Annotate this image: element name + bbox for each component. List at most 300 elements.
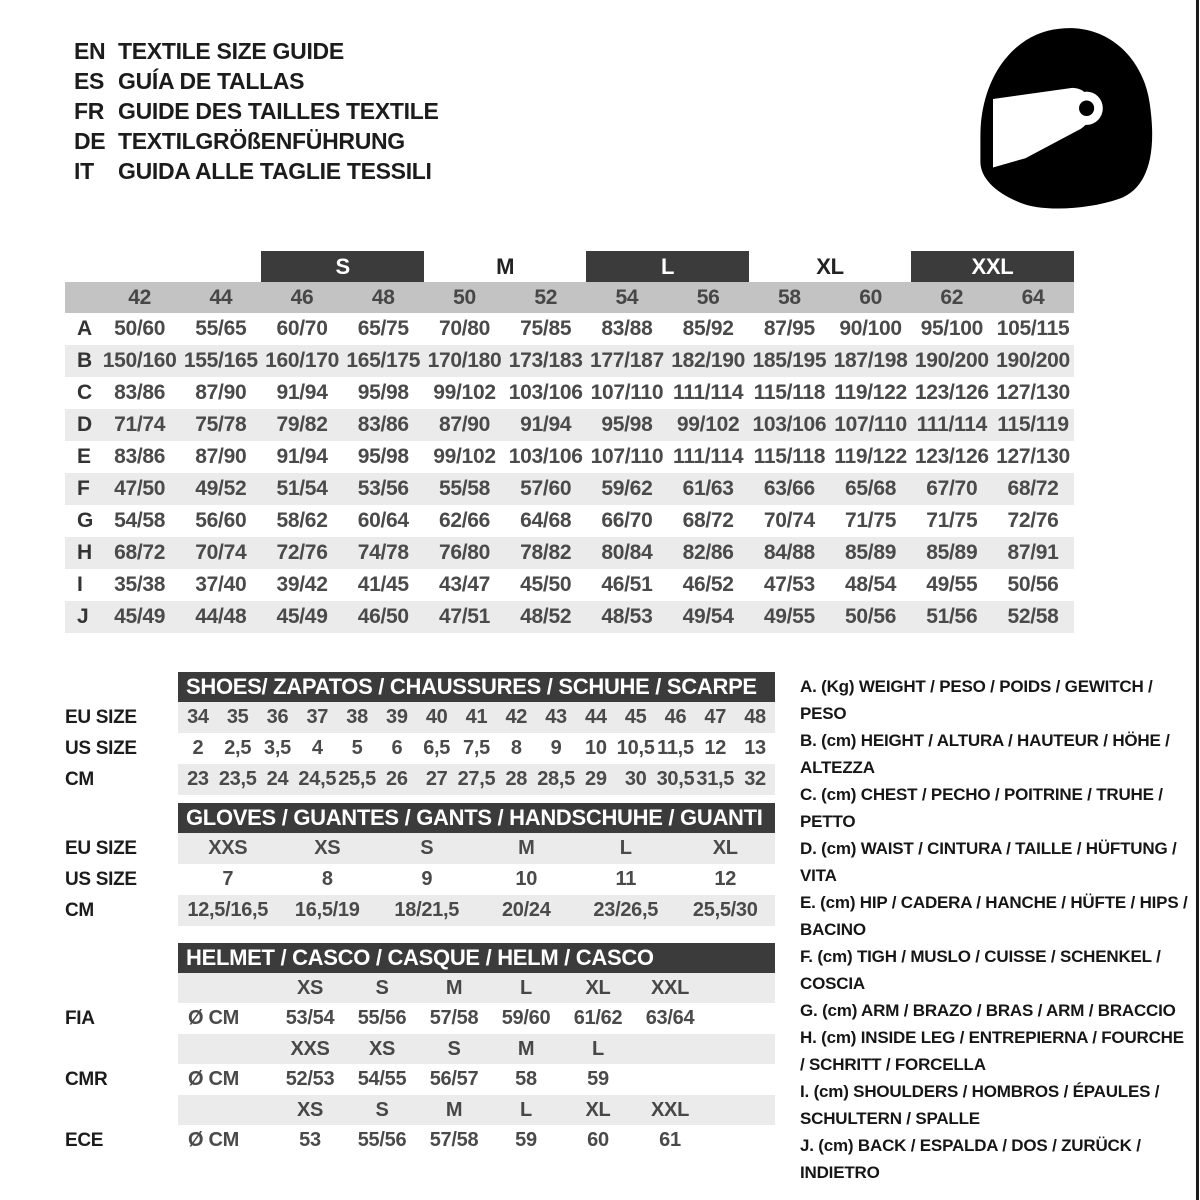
helmet-size-header: S [375,976,389,999]
value-cell: 24,5 [298,768,337,790]
size-column-header: 58 [749,282,830,313]
header-spacer [178,1034,274,1064]
page-edge-line [1196,0,1199,1200]
measurement-cell: 60/64 [357,509,409,532]
measurement-cell: 64/68 [520,509,572,532]
measurement-cell: 83/86 [114,381,166,404]
legend-item: G. (cm) ARM / BRAZO / BRAS / ARM / BRACCIO [800,1001,1176,1020]
table-row [65,733,780,764]
row-label: EU SIZE [65,706,137,728]
measurement-cell: 87/95 [763,317,815,340]
helmet-size-table [65,943,780,1156]
measurement-cell: 177/187 [586,345,667,377]
value-cell: XS [314,837,341,859]
value-cell: 42 [505,706,528,728]
measurement-cell: 55/58 [424,473,505,505]
gloves-size-table [65,803,780,926]
measurement-cell: 68/72 [682,509,734,532]
guide-title: TEXTILGRÖßENFÜHRUNG [118,127,405,154]
size-column-header: 52 [505,282,586,313]
measurement-cell: 47/53 [763,573,815,596]
measurement-cell: 91/94 [505,409,586,441]
measurement-cell: 45/49 [261,601,342,633]
helmet-value-cell: 55/56 [357,1129,407,1151]
measurement-cell: 83/88 [601,317,653,340]
measurement-cell: 107/110 [830,409,911,441]
value-cell: 10,5 [616,737,655,759]
measurement-row [65,441,1155,473]
measurement-cell: 123/126 [914,445,989,468]
measurement-cell: 107/110 [590,445,664,468]
helmet-value-cell: 55/56 [357,1007,407,1029]
measurement-cell: 150/160 [99,345,180,377]
value-cell: 40 [425,706,448,728]
value-cell: 35 [226,706,249,728]
measurement-cell: 123/126 [914,381,989,404]
measurement-cell: 105/115 [996,317,1070,340]
racing-helmet-icon [975,25,1155,210]
value-cell: 47 [704,706,727,728]
helmet-size-header: L [592,1037,604,1060]
measurement-cell: 87/90 [424,409,505,441]
size-column-header: 60 [830,282,911,313]
measurement-cell: 155/165 [180,345,261,377]
size-group-row [65,251,1155,282]
measurement-cell: 46/50 [343,601,424,633]
measurement-row [65,537,1155,569]
size-row-spacer [65,282,99,313]
value-cell: 12,5/16,5 [187,899,269,921]
helmet-size-header: M [517,1037,535,1060]
row-values [178,1064,775,1095]
value-cell: 41 [465,706,488,728]
value-cell: 2,5 [224,737,252,759]
gloves-table-title: GLOVES / GUANTES / GANTS / HANDSCHUHE / GUANTI [178,803,775,833]
helmet-value-cell: 52/53 [285,1068,335,1090]
measurement-cell: 111/114 [672,445,744,468]
measurement-cell: 85/92 [682,317,734,340]
row-label: CM [65,768,94,790]
helmet-size-header-row [178,1095,775,1125]
value-cell: 39 [386,706,408,728]
measurement-cell: 68/72 [992,473,1073,505]
measurement-cell: 127/130 [996,445,1070,468]
measurement-cell: 87/91 [992,537,1073,569]
measurement-cell: 115/118 [753,381,826,404]
value-cell: 27,5 [457,768,496,790]
measurement-cell: 95/98 [586,409,667,441]
measurement-legend [800,673,1192,1186]
measurement-cell: 190/200 [911,345,992,377]
measurement-cell: 71/75 [845,509,897,532]
legend-item: I. (cm) SHOULDERS / HOMBROS / ÉPAULES / SCHULTERN / SPALLE [800,1082,1160,1128]
value-cell: 12 [714,868,737,890]
measurement-cell: 50/56 [830,601,911,633]
legend-item: E. (cm) HIP / CADERA / HANCHE / HÜFTE / HIPS / BACINO [800,893,1188,939]
value-cell: 31,5 [696,768,735,790]
language-row [74,126,439,156]
row-label: EU SIZE [65,837,137,859]
value-cell: 16,5/19 [294,899,360,921]
size-group-label: XL [749,251,911,282]
size-column-header: 48 [343,282,424,313]
helmet-value-cell: 61/62 [573,1007,623,1029]
textile-size-table [65,251,1155,633]
measurement-cell: 170/180 [424,345,505,377]
standard-label: FIA [65,1007,95,1029]
size-group-spacer [1074,251,1155,282]
helmet-value-cell: 53/54 [285,1007,335,1029]
measurement-cell: 99/102 [433,445,496,468]
size-column-header: 42 [99,282,180,313]
measurement-cell: 75/78 [180,409,261,441]
measurement-cell: 127/130 [996,381,1070,404]
size-column-header: 54 [586,282,667,313]
helmet-size-header: XS [368,1037,396,1060]
measurement-cell: 71/75 [926,509,978,532]
measurement-cell: 187/198 [830,345,911,377]
value-cell: 9 [550,737,562,759]
helmet-value-cell: 59 [587,1068,609,1090]
measurement-cell: 39/42 [276,573,328,596]
measurement-cell: 83/86 [114,445,166,468]
value-cell: 12 [704,737,727,759]
measurement-row-label: A [77,317,92,340]
helmet-value-cell: 58 [515,1068,537,1090]
language-code: DE [74,127,106,154]
measurement-cell: 107/110 [590,381,664,404]
measurement-cell: 160/170 [261,345,342,377]
measurement-cell: 87/90 [195,445,247,468]
size-column-header: 50 [424,282,505,313]
row-values [178,764,775,795]
helmet-standard-row [65,1003,780,1034]
measurement-cell: 46/52 [682,573,734,596]
measurement-row-label: J [65,601,99,633]
helmet-size-header-row [178,1034,775,1064]
measurement-cell: 91/94 [276,381,328,404]
measurement-cell: 75/85 [520,317,572,340]
measurement-row [65,409,1155,441]
measurement-cell: 52/58 [992,601,1073,633]
language-row [74,36,439,66]
value-cell: 25,5/30 [692,899,758,921]
helmet-table-title: HELMET / CASCO / CASQUE / HELM / CASCO [178,943,775,973]
measurement-cell: 185/195 [749,345,830,377]
legend-item: D. (cm) WAIST / CINTURA / TAILLE / HÜFTUNG / VITA [800,839,1177,885]
value-cell: 7 [222,868,234,890]
measurement-cell: 51/56 [911,601,992,633]
measurement-cell: 70/74 [763,509,815,532]
measurement-cell: 80/84 [586,537,667,569]
measurement-cell: 79/82 [261,409,342,441]
value-cell: 23,5 [218,768,257,790]
size-group-label: S [261,251,423,282]
measurement-cell: 76/80 [424,537,505,569]
language-code: IT [74,157,94,184]
size-column-header: 62 [911,282,992,313]
value-cell: 37 [306,706,329,728]
measurement-cell: 103/106 [508,445,583,468]
measurement-cell: 95/98 [357,445,409,468]
measurement-cell: 46/51 [601,573,653,596]
helmet-size-header: S [375,1098,389,1121]
helmet-value-cell: 61 [659,1129,681,1151]
helmet-value-cell: 59 [515,1129,537,1151]
helmet-value-cell: 60 [587,1129,609,1151]
helmet-standard-row [65,1064,780,1095]
measurement-row-label: G [77,509,94,532]
measurement-cell: 59/62 [586,473,667,505]
measurement-row-label: H [65,537,99,569]
measurement-cell: 71/74 [99,409,180,441]
table-row [65,833,780,864]
measurement-row [65,313,1155,345]
measurement-cell: 111/114 [911,409,992,441]
helmet-value-cell: 54/55 [357,1068,407,1090]
language-code: EN [74,37,106,64]
guide-title: GUIDA ALLE TAGLIE TESSILI [118,157,432,184]
standard-label: ECE [65,1129,104,1151]
value-cell: XXS [208,837,248,859]
numeric-size-row [65,282,1155,313]
helmet-value-cell: 56/57 [429,1068,479,1090]
row-label: US SIZE [65,868,137,890]
measurement-cell: 35/38 [114,573,166,596]
helmet-size-header: M [445,976,463,999]
helmet-size-header [634,1034,706,1064]
helmet-size-header: XL [585,976,611,999]
measurement-cell: 115/118 [753,445,826,468]
size-group-spacer [65,251,261,282]
value-cell: XL [712,837,738,859]
measurement-cell: 57/60 [505,473,586,505]
measurement-cell: 45/49 [99,601,180,633]
language-title-list [74,36,439,186]
measurement-cell: 44/48 [180,601,261,633]
shoes-table-title: SHOES/ ZAPATOS / CHAUSSURES / SCHUHE / SCARPE [178,672,775,702]
helmet-value-cell: 63/64 [645,1007,695,1029]
value-cell: 8 [321,868,333,890]
value-cell: L [619,837,632,859]
header-spacer [178,973,274,1003]
measurement-cell: 72/76 [1007,509,1059,532]
legend-item: B. (cm) HEIGHT / ALTURA / HAUTEUR / HÖHE / ALTEZZA [800,731,1170,777]
value-cell: 13 [744,737,766,759]
value-cell: 25,5 [338,768,376,790]
row-label: CM [65,899,94,921]
value-cell: 36 [266,706,289,728]
value-cell: 7,5 [463,737,490,759]
row-values [178,733,775,764]
row-values [178,833,775,864]
measurement-cell: 48/52 [505,601,586,633]
size-column-header: 64 [992,282,1073,313]
value-cell: 43 [545,706,567,728]
measurement-cell: 65/75 [357,317,409,340]
measurement-cell: 70/80 [438,317,491,340]
size-group-label: L [586,251,748,282]
helmet-value-cell: 57/58 [429,1129,479,1151]
measurement-cell: 66/70 [601,509,653,532]
shoes-size-table [65,672,780,795]
value-cell: 28,5 [537,768,575,790]
guide-title: TEXTILE SIZE GUIDE [118,37,344,64]
row-values [178,1003,775,1034]
helmet-value-cell: 53 [299,1129,321,1151]
measurement-cell: 65/68 [830,473,911,505]
value-cell: 8 [510,737,522,759]
legend-item: F. (cm) TIGH / MUSLO / CUISSE / SCHENKEL / COSCIA [800,947,1161,993]
measurement-cell: 190/200 [992,345,1073,377]
value-cell: 28 [505,768,528,790]
measurement-cell: 165/175 [343,345,424,377]
measurement-cell: 103/106 [508,381,583,404]
measurement-cell: 67/70 [911,473,992,505]
language-code: FR [74,97,105,124]
helmet-size-header: XS [296,976,324,999]
measurement-cell: 55/65 [195,317,247,340]
value-cell: 10 [585,737,607,759]
value-cell: 23/26,5 [593,899,659,921]
value-cell: 20/24 [501,899,551,921]
value-cell: 6,5 [423,737,451,759]
measurement-cell: 50/56 [1007,573,1059,596]
helmet-size-header: XXS [290,1037,330,1060]
language-code: ES [74,67,105,94]
measurement-cell: 41/45 [357,573,409,596]
value-cell: 30 [624,768,647,790]
measurement-cell: 48/53 [586,601,667,633]
measurement-cell: 115/119 [992,409,1073,441]
row-label: US SIZE [65,737,137,759]
measurement-cell: 90/100 [839,317,902,340]
measurement-cell: 119/122 [834,381,907,404]
table-row [65,764,780,795]
helmet-size-header: L [520,976,532,999]
value-cell: 5 [351,737,363,759]
value-cell: M [518,837,535,859]
measurement-cell: 103/106 [749,409,830,441]
measurement-cell: 43/47 [438,573,491,596]
measurement-cell: 45/50 [520,573,572,596]
value-cell: 46 [664,706,687,728]
legend-item: C. (cm) CHEST / PECHO / POITRINE / TRUHE / PETTO [800,785,1163,831]
helmet-size-header: XL [585,1098,611,1121]
measurement-row-label: B [65,345,99,377]
value-cell: 27 [425,768,448,790]
value-cell: 18/21,5 [394,899,460,921]
value-cell: 38 [346,706,368,728]
measurement-cell: 95/98 [357,381,409,404]
measurement-row-label: F [65,473,99,505]
measurement-cell: 99/102 [668,409,749,441]
measurement-cell: 173/183 [505,345,586,377]
row-values [178,895,775,926]
guide-title: GUIDE DES TAILLES TEXTILE [118,97,439,124]
measurement-cell: 49/54 [668,601,749,633]
measurement-cell: 51/54 [261,473,342,505]
measurement-row [65,345,1155,377]
diameter-unit-label: Ø CM [188,1068,240,1090]
table-row [65,702,780,733]
row-values [178,1125,775,1156]
table-row [65,864,780,895]
measurement-cell: 47/50 [99,473,180,505]
helmet-value-cell: 57/58 [429,1007,479,1029]
helmet-size-header: M [445,1098,463,1121]
diameter-unit-label: Ø CM [188,1129,240,1151]
size-column-header: 56 [668,282,749,313]
helmet-size-header: XXL [651,976,689,999]
measurement-cell: 119/122 [834,445,907,468]
measurement-cell: 37/40 [195,573,247,596]
value-cell: 23 [187,768,209,790]
measurement-cell: 111/114 [672,381,744,404]
legend-item: J. (cm) BACK / ESPALDA / DOS / ZURÜCK / INDIETRO [800,1136,1141,1182]
table-row [65,895,780,926]
measurement-row [65,377,1155,409]
measurement-cell: 83/86 [343,409,424,441]
measurement-row-label: D [65,409,99,441]
value-cell: 6 [391,737,403,759]
measurement-cell: 68/72 [99,537,180,569]
measurement-cell: 70/74 [180,537,261,569]
measurement-row [65,569,1155,601]
value-cell: 45 [624,706,647,728]
value-cell: 24 [266,768,289,790]
measurement-cell: 85/89 [911,537,992,569]
measurement-cell: 58/62 [276,509,328,532]
measurement-cell: 60/70 [276,317,328,340]
helmet-size-header: XXL [651,1098,689,1121]
diameter-unit-label: Ø CM [188,1007,240,1029]
measurement-cell: 91/94 [276,445,328,468]
size-group-label: XXL [911,251,1073,282]
helmet-standard-row [65,1125,780,1156]
measurement-cell: 82/86 [668,537,749,569]
row-values [178,702,775,733]
measurement-cell: 62/66 [438,509,491,532]
language-row [74,156,439,186]
measurement-cell: 84/88 [749,537,830,569]
value-cell: 11,5 [657,737,694,759]
helmet-size-header: XS [296,1098,324,1121]
measurement-cell: 53/56 [343,473,424,505]
legend-item: A. (Kg) WEIGHT / PESO / POIDS / GEWITCH / PESO [800,677,1153,723]
measurement-cell: 78/82 [505,537,586,569]
measurement-row [65,601,1155,633]
measurement-cell: 95/100 [920,317,984,340]
measurement-cell: 54/58 [114,509,166,532]
measurement-cell: 87/90 [195,381,247,404]
helmet-value-cell: 59/60 [501,1007,551,1029]
size-column-header: 44 [180,282,261,313]
helmet-size-header: L [520,1098,532,1121]
value-cell: 4 [311,737,323,759]
language-row [74,96,439,126]
measurement-cell: 48/54 [845,573,897,596]
measurement-row-label: C [77,381,92,404]
measurement-cell: 72/76 [261,537,342,569]
measurement-cell: 74/78 [343,537,424,569]
measurement-cell: 49/52 [180,473,261,505]
value-cell: 9 [421,868,433,890]
helmet-size-header-row [178,973,775,1003]
measurement-cell: 47/51 [424,601,505,633]
legend-item: H. (cm) INSIDE LEG / ENTREPIERNA / FOURCHE / SCHRITT / FORCELLA [800,1028,1184,1074]
size-column-header: 46 [261,282,342,313]
